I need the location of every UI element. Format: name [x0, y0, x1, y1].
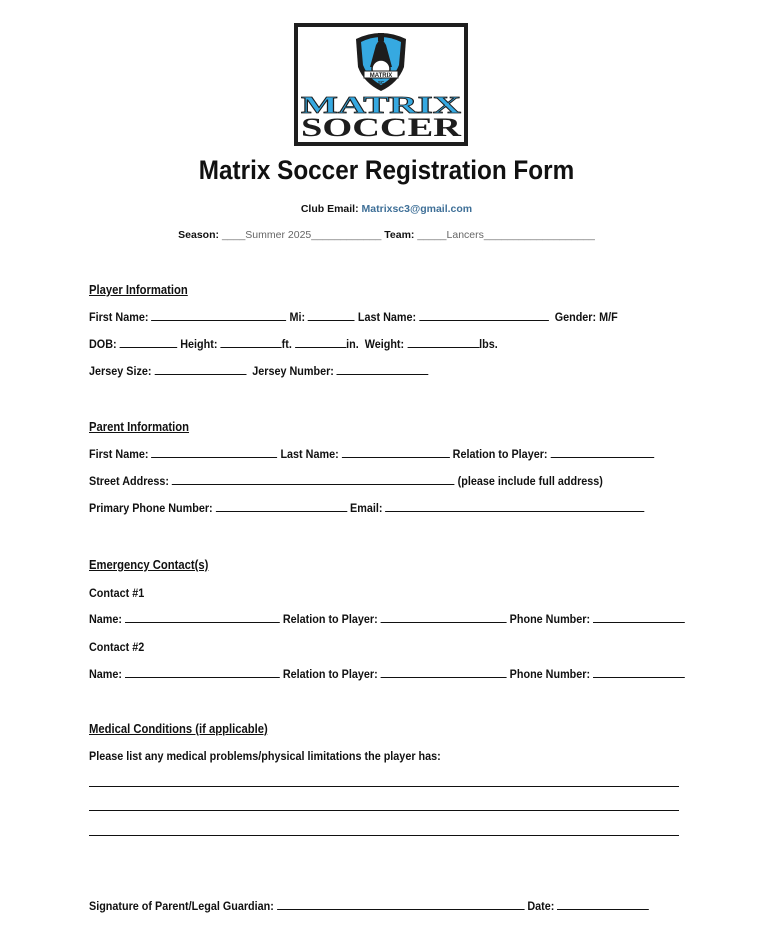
- medical-prompt: Please list any medical problems/physical limitations the player has:: [89, 749, 441, 763]
- team-label: Team:: [384, 229, 415, 241]
- player-height-in-field[interactable]: [295, 337, 346, 348]
- jersey-number-label: Jersey Number:: [252, 364, 334, 378]
- badge-sub: SC: [377, 80, 385, 85]
- contact2-relation-field[interactable]: [381, 667, 507, 678]
- ft-label: ft.: [281, 337, 292, 351]
- badge-text: MATRIX: [369, 73, 393, 79]
- player-name-row: [89, 310, 618, 324]
- page-title: Matrix Soccer Registration Form: [198, 155, 575, 185]
- contact2-name-label: Name:: [89, 667, 123, 681]
- signature-field[interactable]: [277, 899, 525, 910]
- contact1-row: [89, 612, 685, 626]
- club-logo: [294, 23, 468, 146]
- street-address-field[interactable]: [172, 474, 455, 485]
- player-section-heading: Player Information: [89, 283, 188, 297]
- medical-line-2[interactable]: [89, 810, 679, 811]
- parent-contact-row: [89, 501, 645, 515]
- parent-last-name-label: Last Name:: [280, 447, 339, 461]
- season-label: Season:: [178, 229, 220, 241]
- emergency-section-heading: Emergency Contact(s): [89, 558, 209, 572]
- player-height-ft-field[interactable]: [220, 337, 281, 348]
- parent-email-label: Email:: [350, 501, 383, 515]
- player-dob-field[interactable]: [120, 337, 178, 348]
- player-first-name-label: First Name:: [89, 310, 149, 324]
- street-address-label: Street Address:: [89, 474, 170, 488]
- contact1-phone-field[interactable]: [593, 612, 685, 623]
- club-email-value[interactable]: Matrixsc3@gmail.com: [361, 203, 473, 215]
- jersey-number-field[interactable]: [337, 364, 429, 375]
- medical-line-1[interactable]: [89, 786, 679, 787]
- parent-section-heading: Parent Information: [89, 420, 190, 434]
- player-mi-field[interactable]: [308, 310, 355, 321]
- club-email-label: Club Email:: [300, 203, 359, 215]
- player-height-label: Height:: [180, 337, 218, 351]
- player-dob-row: [89, 337, 498, 351]
- parent-first-name-label: First Name:: [89, 447, 149, 461]
- season-team-line: Season: ____Summer 2025____________ Team: _____Lancers___________________: [178, 229, 595, 241]
- player-last-name-label: Last Name:: [357, 310, 417, 324]
- player-weight-field[interactable]: [407, 337, 479, 348]
- primary-phone-label: Primary Phone Number:: [89, 501, 213, 515]
- matrix-soccer-logo-graphic: [298, 27, 464, 142]
- parent-relation-label: Relation to Player:: [452, 447, 548, 461]
- player-jersey-row: [89, 364, 429, 378]
- contact1-label: Contact #1: [89, 586, 145, 600]
- contact2-phone-label: Phone Number:: [509, 667, 591, 681]
- primary-phone-field[interactable]: [216, 501, 347, 512]
- signature-row: [89, 899, 649, 913]
- season-value[interactable]: Summer 2025: [245, 229, 312, 241]
- jersey-size-field[interactable]: [154, 364, 246, 375]
- contact2-relation-label: Relation to Player:: [282, 667, 378, 681]
- date-field[interactable]: [557, 899, 649, 910]
- parent-email-field[interactable]: [385, 501, 644, 512]
- parent-relation-field[interactable]: [551, 447, 654, 458]
- contact2-label: Contact #2: [89, 640, 145, 654]
- contact2-phone-field[interactable]: [593, 667, 685, 678]
- player-dob-label: DOB:: [89, 337, 117, 351]
- contact2-name-field[interactable]: [125, 667, 280, 678]
- player-first-name-field[interactable]: [151, 310, 286, 321]
- medical-section-heading: Medical Conditions (if applicable): [89, 722, 268, 736]
- contact1-relation-field[interactable]: [381, 612, 507, 623]
- jersey-size-label: Jersey Size:: [89, 364, 152, 378]
- logo-top-text: MATRIX: [301, 93, 463, 119]
- parent-last-name-field[interactable]: [342, 447, 450, 458]
- team-value[interactable]: Lancers: [446, 229, 484, 241]
- in-label: in.: [346, 337, 359, 351]
- contact1-phone-label: Phone Number:: [509, 612, 591, 626]
- player-last-name-field[interactable]: [419, 310, 549, 321]
- date-label: Date:: [527, 899, 555, 913]
- contact2-row: [89, 667, 685, 681]
- logo-bottom-text: SOCCER: [301, 113, 462, 142]
- lbs-label: lbs.: [479, 337, 498, 351]
- parent-first-name-field[interactable]: [151, 447, 277, 458]
- medical-line-3[interactable]: [89, 835, 679, 836]
- club-email-line: [0, 203, 773, 215]
- signature-label: Signature of Parent/Legal Guardian:: [89, 899, 274, 913]
- contact1-name-label: Name:: [89, 612, 123, 626]
- parent-name-row: [89, 447, 654, 461]
- player-gender-label[interactable]: Gender: M/F: [554, 310, 618, 324]
- contact1-relation-label: Relation to Player:: [282, 612, 378, 626]
- player-weight-label: Weight:: [364, 337, 405, 351]
- player-mi-label: Mi:: [289, 310, 306, 324]
- parent-address-row: [89, 474, 603, 488]
- contact1-name-field[interactable]: [125, 612, 280, 623]
- street-address-note: (please include full address): [457, 474, 603, 488]
